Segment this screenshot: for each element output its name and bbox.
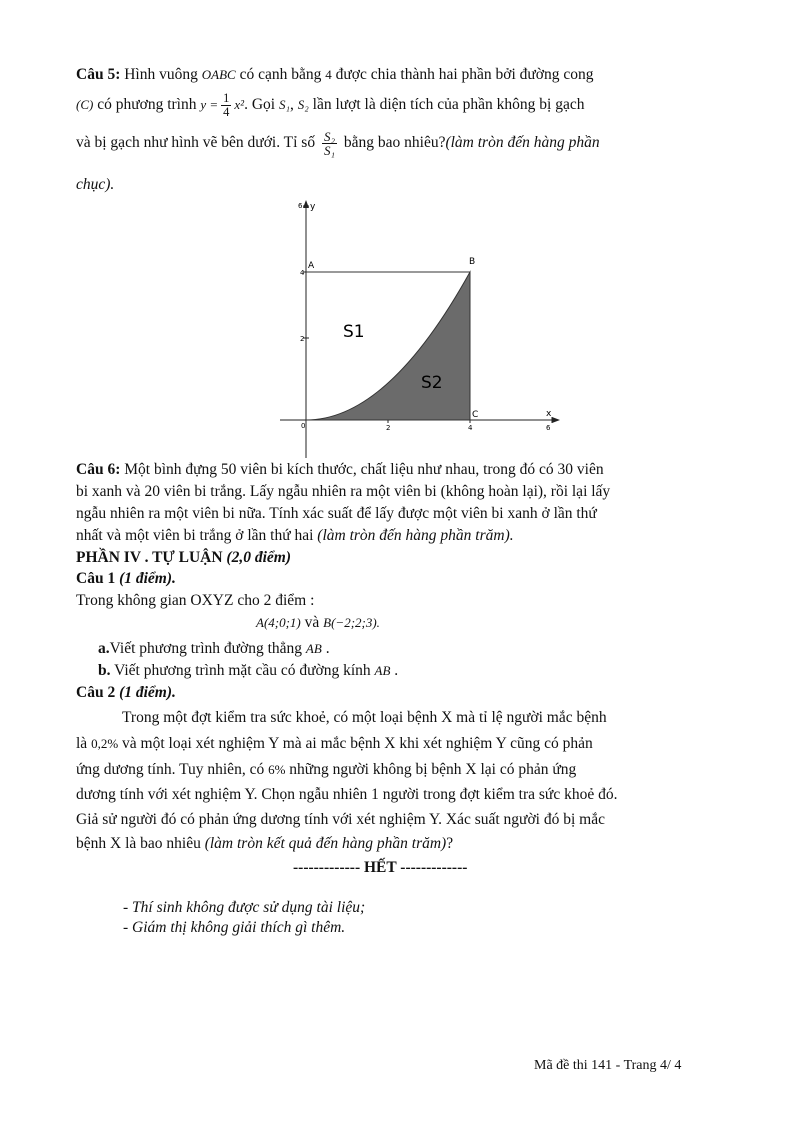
q5-text: lần lượt là diện tích của phần không bị gạch (308, 96, 585, 114)
c2-text: Giả sử người đó có phản ứng dương tính với xét nghiệm Y. Xác suất người đó bị mắc (76, 811, 605, 828)
c2-rate: 0,2% (91, 736, 119, 751)
fraction-denominator: S₁ (323, 143, 335, 158)
q5-square-name: OABC (201, 67, 236, 82)
q6-text: ngẫu nhiên ra một viên bi nữa. Tính xác suất để lấy được một viên bi xanh ở lần thứ (76, 505, 597, 522)
fraction-numerator: S₂ (323, 129, 335, 144)
end-marker: ------------- HẾT ------------- (293, 859, 468, 876)
x-tick-label: 6 (546, 424, 551, 432)
q5-line-1 (76, 66, 594, 84)
q6-text: bi xanh và 20 viên bi trắng. Lấy ngẫu nhiên ra một viên bi (không hoàn lại), rồi lại lấy (76, 483, 611, 500)
q5-ratio-fraction (322, 130, 337, 157)
q6-label: Câu 6: (76, 461, 121, 478)
q5-label: Câu 5: (76, 66, 121, 83)
q5-text: có cạnh bằng (235, 66, 326, 83)
c1-intro (76, 592, 314, 610)
q6-line-3 (76, 505, 597, 523)
q5-rounding-note-end: chục). (76, 176, 115, 193)
segment-ab: AB (374, 663, 391, 678)
q5-comma: , (289, 96, 298, 114)
c2-heading (76, 684, 176, 702)
c2-line-6 (76, 835, 453, 853)
part4-title: PHẦN IV . TỰ LUẬN (76, 549, 227, 566)
q6-line-2 (76, 483, 610, 501)
x-tick-label: 4 (468, 424, 473, 432)
note-1: - Thí sinh không được sử dụng tài liệu; (123, 899, 366, 916)
part4-heading (76, 549, 291, 567)
y-tick-label: 6 (298, 202, 303, 210)
c2-line-5 (76, 811, 605, 829)
part-b-label: b. (98, 662, 111, 679)
q6-line-1 (76, 461, 604, 479)
page-footer: Mã đề thi 141 - Trang 4/ 4 (534, 1058, 682, 1073)
region-label-s1: S1 (343, 322, 365, 342)
q6-line-4 (76, 527, 514, 545)
point-b: B(−2;2;3). (323, 615, 380, 630)
point-label-c: C (472, 410, 479, 420)
q5-equation-lhs: y = (200, 97, 219, 113)
c2-false-rate: 6% (268, 762, 286, 777)
c2-points: (1 điểm). (119, 684, 176, 701)
c2-text: bệnh X là bao nhiêu (76, 835, 205, 852)
q5-text: bằng bao nhiêu? (340, 134, 446, 152)
q5-side: 4 (325, 67, 332, 82)
shaded-region-s2 (306, 272, 470, 420)
q5-s1: S₁ (278, 97, 290, 113)
y-tick-label: 4 (300, 269, 305, 277)
q5-figure (276, 196, 576, 458)
c2-line-3 (76, 761, 576, 779)
y-axis-arrow (303, 200, 309, 208)
q6-text: Một bình đựng 50 viên bi kích thước, chất liệu như nhau, trong đó có 30 viên (120, 461, 604, 478)
q5-text: có phương trình (93, 96, 201, 114)
region-label-s2: S2 (421, 373, 443, 393)
part4-points: (2,0 điểm) (226, 549, 291, 566)
q6-rounding-note: (làm tròn đến hàng phần trăm). (317, 527, 514, 544)
q5-curve: (C) (76, 97, 94, 113)
c2-text: là (76, 735, 92, 752)
c2-line-2 (76, 735, 593, 753)
q5-line-2 (76, 92, 584, 119)
part-a-text: Viết phương trình đường thẳng (109, 640, 306, 657)
c1-part-b (98, 662, 398, 680)
part-b-text: Viết phương trình mặt cầu có đường kính (110, 662, 375, 679)
y-axis-label: y (310, 202, 316, 212)
c2-text: ứng dương tính. Tuy nhiên, có (76, 761, 269, 778)
c1-heading (76, 570, 176, 588)
part-a-label: a. (98, 640, 110, 657)
c1-and: và (300, 614, 324, 631)
note-2: - Giám thị không giải thích gì thêm. (123, 919, 346, 936)
q5-text: . Gọi (244, 96, 279, 114)
c2-rounding-note: (làm tròn kết quả đến hàng phần trăm) (204, 835, 447, 852)
x-tick-label: 2 (386, 424, 391, 432)
c2-text: ? (446, 835, 454, 852)
q5-line-4 (76, 176, 114, 194)
c1-points: (1 điểm). (119, 570, 176, 587)
q5-text: được chia thành hai phần bởi đường cong (331, 66, 594, 83)
c1-points-line (256, 614, 380, 632)
fraction-numerator: 1 (223, 91, 230, 105)
point-a: A(4;0;1) (256, 615, 301, 630)
y-tick-label: 2 (300, 335, 305, 343)
c2-text: và một loại xét nghiệm Y mà ai mắc bệnh X khi xét nghiệm Y cũng có phản (118, 735, 593, 752)
q5-rounding-note: (làm tròn đến hàng phần (445, 134, 600, 152)
q5-text: Hình vuông (120, 66, 202, 83)
c2-line-4 (76, 786, 617, 804)
c2-label: Câu 2 (76, 684, 120, 701)
x-axis-arrow (552, 417, 560, 423)
part-b-end: . (390, 662, 399, 679)
q5-s2: S₂ (297, 97, 309, 113)
q6-text: nhất và một viên bi trắng ở lần thứ hai (76, 527, 318, 544)
x-tick-label: 0 (301, 422, 306, 430)
q5-text: và bị gạch như hình vẽ bên dưới. Tỉ số (76, 134, 319, 152)
fraction-denominator: 4 (223, 105, 230, 119)
x-axis-label: x (546, 409, 552, 419)
q5-line-3 (76, 130, 600, 157)
q5-equation-fraction (221, 92, 231, 119)
c1-part-a (98, 640, 330, 658)
point-label-b: B (469, 257, 476, 267)
c2-line-1 (122, 709, 607, 727)
q5-equation-rhs: x² (234, 97, 245, 113)
part-a-end: . (321, 640, 330, 657)
c2-text: dương tính với xét nghiệm Y. Chọn ngẫu nhiên 1 người trong đợt kiểm tra sức khoẻ đó. (76, 786, 618, 803)
c1-label: Câu 1 (76, 570, 120, 587)
c2-text: những người không bị bệnh X lại có phản ứng (285, 761, 577, 778)
c1-intro-text: Trong không gian OXYZ cho 2 điểm : (76, 592, 315, 609)
c2-text: Trong một đợt kiểm tra sức khoẻ, có một loại bệnh X mà tỉ lệ người mắc bệnh (122, 709, 607, 726)
segment-ab: AB (305, 641, 322, 656)
point-label-a: A (308, 261, 315, 271)
